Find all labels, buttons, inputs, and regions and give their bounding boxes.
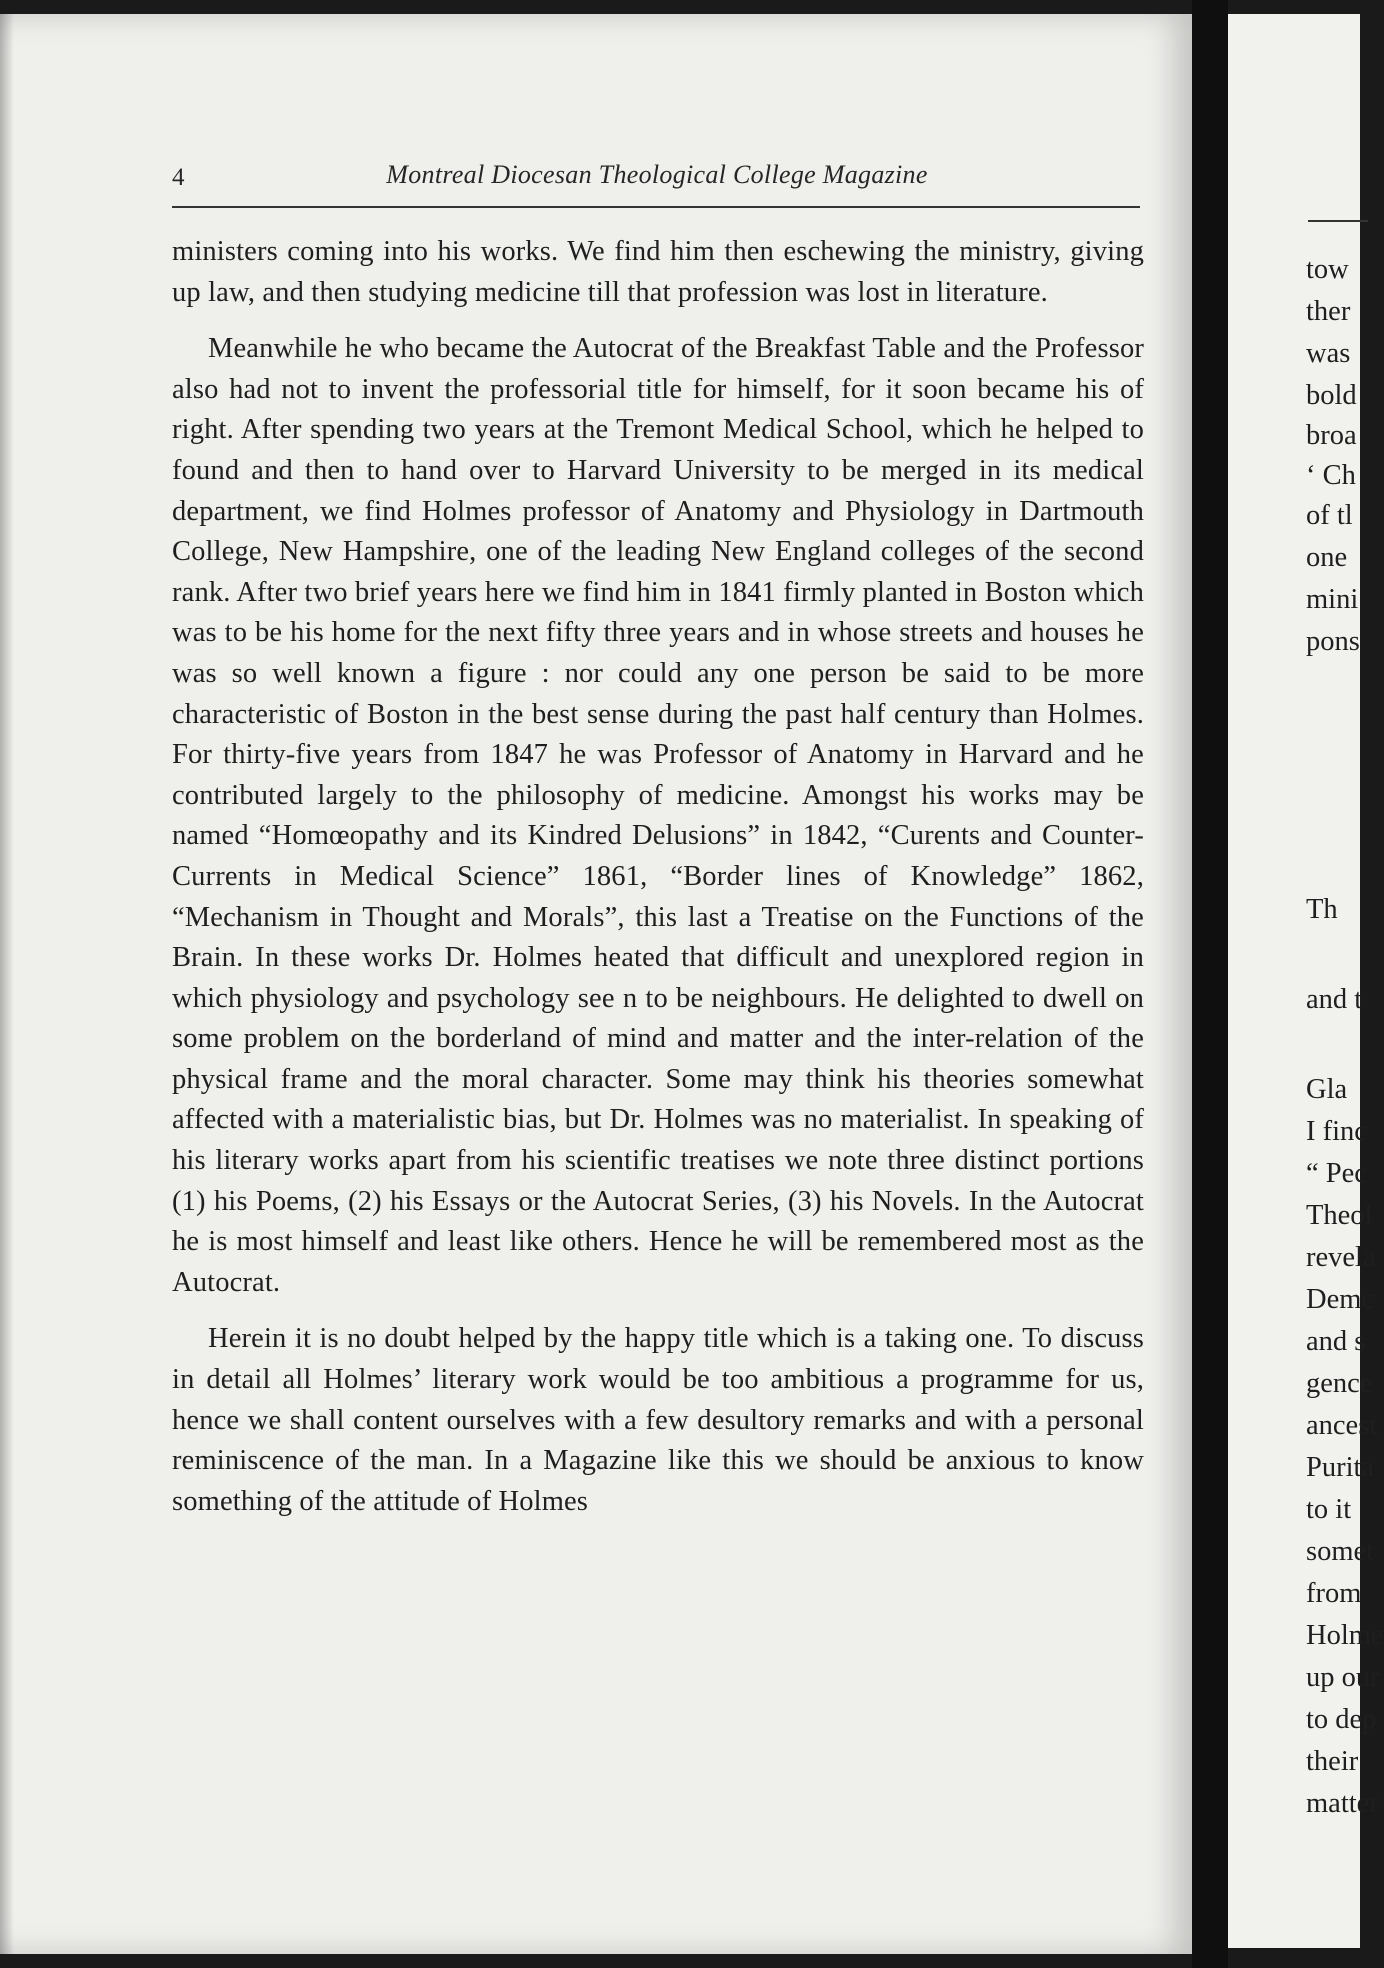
right-page-text-fragment: “ Pec [1306, 1158, 1367, 1189]
right-page-text-fragment: Gla [1306, 1074, 1348, 1105]
right-page-text-fragment: somet [1306, 1536, 1375, 1567]
right-page-text-fragment: ‘ Ch [1306, 460, 1356, 491]
right-page-text-fragment: matter [1306, 1788, 1379, 1819]
right-page-text-fragment: ther [1306, 296, 1351, 327]
book-gutter [1192, 0, 1228, 1968]
right-page-text-fragment: Holme [1306, 1620, 1384, 1651]
page-header [172, 160, 1142, 200]
page-number: 4 [172, 164, 185, 191]
paragraph: ministers coming into his works. We find him then eschewing the ministry, giving up law, and then studying medicine till that profession was lost in literature. [172, 236, 1144, 308]
body-text [172, 232, 1144, 1538]
right-page-text-fragment: bold [1306, 380, 1357, 411]
right-page-text-fragment: to it [1306, 1494, 1352, 1525]
header-rule [172, 206, 1140, 208]
right-page-text-fragment: pons [1306, 626, 1360, 657]
right-page-text-fragment: from [1306, 1578, 1362, 1609]
paragraph: Meanwhile he who became the Autocrat of the Breakfast Table and the Professor also had not to invent the professorial title for himself, for it soon became his of right. After spending two years at the Tremont Medical School, which he helped to found and then to hand over to Harvard University to be merged in its medical department, we find Holmes professor of Anatomy and Physiology in Dartmouth College, New Hampshire, one of the leading New England colleges of the second rank. After two brief years here we find him in 1841 firmly planted in Boston which was to be his home for the next fifty three years and in whose streets and houses he was so well known a figure : nor could any one person be said to be more characteristic of Boston in the best sense during the past half century than Holmes. For thirty-five years from 1847 he was Professor of Anatomy in Harvard and he contributed largely to the philosophy of medicine. Amongst his works may be named “Homœopathy and its Kindred Delusions” in 1842, “Curents and Counter-Currents in Medical Science” 1861, “Border lines of Knowledge” 1862, “Mechanism in Thought and Morals”, this last a Treatise on the Functions of the Brain. In these works Dr. Holmes heated that difficult and unexplored region in which physiology and psychology see n to be neighbours. He delighted to dwell on some problem on the borderland of mind and matter and the inter-relation of the physical frame and the moral character. Some may think his theories somewhat affected with a materialistic bias, but Dr. Holmes was no materialist. In speaking of his literary works apart from his scientific treatises we note three distinct portions (1) his Poems, (2) his Essays or the Autocrat Series, (3) his Novels. In the Autocrat he is most himself and least like others. Hence he will be remembered most as the Autocrat. [172, 333, 1144, 1298]
right-page-text-fragment: tow [1306, 254, 1349, 285]
right-page-text-fragment: gence [1306, 1368, 1373, 1399]
right-page-text-fragment: Purita [1306, 1452, 1375, 1483]
right-page-partial [1228, 14, 1384, 1948]
right-page-text-fragment: mini [1306, 584, 1359, 615]
right-page-text-fragment: revela [1306, 1242, 1376, 1273]
right-page-text-fragment: Theol [1306, 1200, 1373, 1231]
right-page-text-fragment: to dep [1306, 1704, 1377, 1735]
right-page-header-rule [1308, 220, 1368, 222]
running-title: Montreal Diocesan Theological College Magazine [386, 160, 928, 189]
right-page-text-fragment: Demc [1306, 1284, 1375, 1315]
page-edge-shadow [0, 14, 14, 1954]
right-page-text-fragment: up our [1306, 1662, 1380, 1693]
right-page-text-fragment: of tl [1306, 500, 1353, 531]
paragraph: Herein it is no doubt helped by the happy title which is a taking one. To discuss in detail all Holmes’ literary work would be too ambitious a programme for us, hence we shall content ourselves with a few desultory remarks and with a personal reminiscence of the man. In a Magazine like this we should be anxious to know something of the attitude of Holmes [172, 1323, 1144, 1517]
right-page-text-fragment: broa [1306, 420, 1357, 451]
right-page-text-fragment: and t [1306, 984, 1363, 1015]
right-page-text-fragment: ancest [1306, 1410, 1378, 1441]
right-page-text-fragment: was [1306, 338, 1351, 369]
right-page-text-fragment: their [1306, 1746, 1359, 1777]
right-page-text-fragment: one [1306, 542, 1348, 573]
right-page-text-fragment: Th [1306, 894, 1338, 925]
right-page-text-fragment: and s [1306, 1326, 1366, 1357]
right-page-text-fragment: I finc [1306, 1116, 1367, 1147]
